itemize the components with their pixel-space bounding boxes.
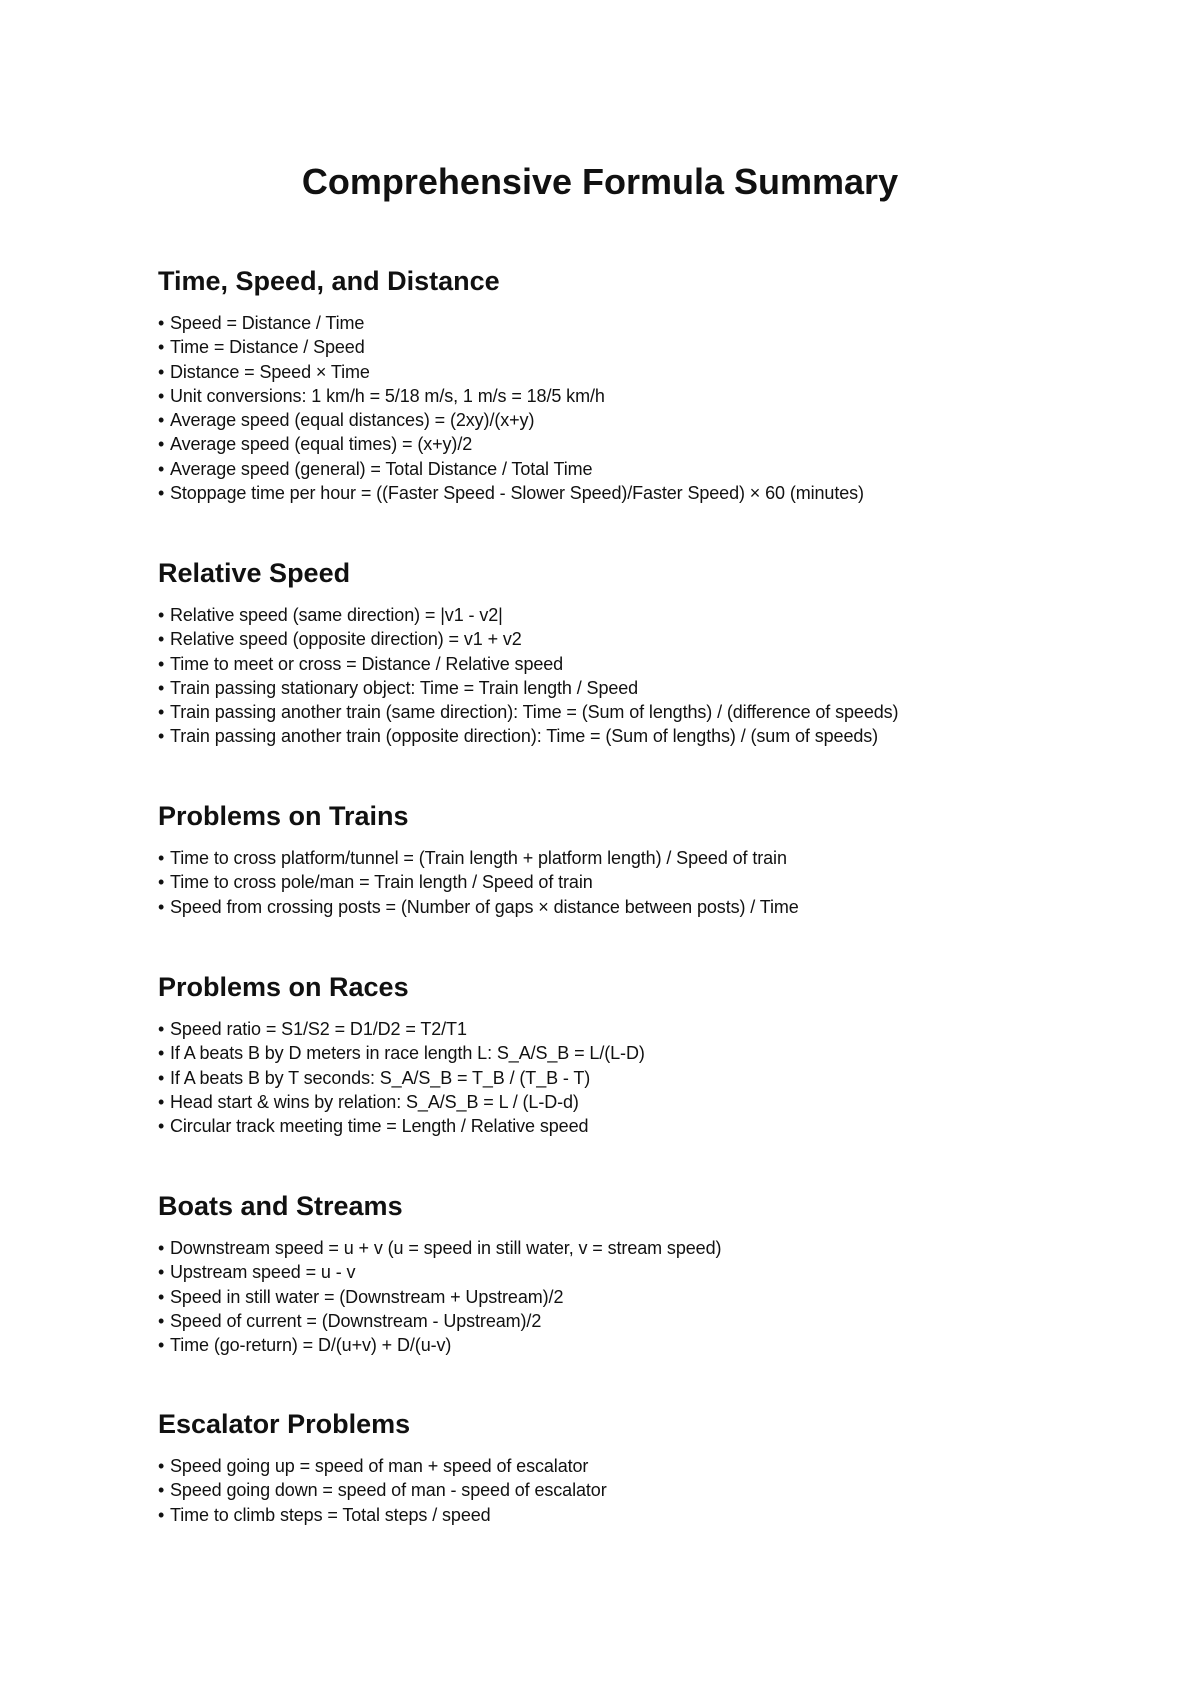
formula-text: Average speed (equal distances) = (2xy)/(x+y) — [170, 410, 535, 431]
formula-item — [158, 1503, 1158, 1527]
section-heading: Time, Speed, and Distance — [158, 266, 500, 296]
formula-text: Head start & wins by relation: S_A/S_B = L / (L-D-d) — [170, 1091, 579, 1112]
formula-item — [158, 870, 1158, 894]
formula-list — [158, 1017, 1158, 1138]
formula-item — [158, 1017, 1158, 1041]
bullet: • — [158, 677, 165, 698]
formula-item — [158, 603, 1158, 627]
formula-item — [158, 1454, 1158, 1478]
bullet: • — [158, 1019, 165, 1039]
formula-item — [158, 700, 1158, 724]
bullet: • — [158, 1238, 165, 1258]
formula-item — [158, 627, 1158, 651]
bullet: • — [158, 629, 165, 650]
formula-list — [158, 846, 1158, 919]
formula-item — [158, 1066, 1158, 1090]
section-heading: Escalator Problems — [158, 1409, 411, 1439]
bullet: • — [158, 605, 165, 625]
formula-item — [158, 1260, 1158, 1284]
formula-list — [158, 311, 1158, 505]
formula-text: Average speed (general) = Total Distance / Total Time — [170, 458, 593, 479]
formula-text: Speed going up = speed of man + speed of escalator — [170, 1456, 589, 1476]
formula-text: Speed of current = (Downstream - Upstream)/2 — [170, 1310, 542, 1331]
formula-item — [158, 335, 1158, 359]
section-problems-on-races — [158, 970, 1158, 1138]
section-heading: Relative Speed — [158, 558, 351, 588]
bullet: • — [158, 702, 165, 723]
formula-text: Time (go-return) = D/(u+v) + D/(u-v) — [170, 1335, 452, 1356]
formula-text: Time to cross platform/tunnel = (Train length + platform length) / Speed of train — [170, 848, 787, 868]
formula-item — [158, 311, 1158, 335]
formula-item — [158, 1309, 1158, 1333]
formula-item — [158, 1285, 1158, 1309]
formula-text: Speed going down = speed of man - speed of escalator — [170, 1480, 607, 1501]
formula-item — [158, 1478, 1158, 1502]
formula-item — [158, 1041, 1158, 1065]
formula-text: Distance = Speed × Time — [170, 361, 370, 382]
formula-item — [158, 408, 1158, 432]
formula-item — [158, 481, 1158, 505]
formula-text: If A beats B by T seconds: S_A/S_B = T_B / (T_B - T) — [170, 1067, 591, 1088]
bullet: • — [158, 1262, 165, 1283]
section-boats-and-streams — [158, 1189, 1158, 1357]
formula-item — [158, 846, 1158, 870]
bullet: • — [158, 1043, 165, 1064]
formula-item — [158, 676, 1158, 700]
formula-item — [158, 895, 1158, 919]
document-title: Comprehensive Formula Summary — [301, 161, 899, 202]
bullet: • — [158, 848, 165, 868]
formula-item — [158, 1114, 1158, 1138]
bullet: • — [158, 1335, 165, 1356]
formula-text: Train passing another train (same direction): Time = (Sum of lengths) / (difference of speeds) — [170, 702, 899, 723]
formula-text: Speed = Distance / Time — [170, 313, 365, 333]
formula-text: Speed in still water = (Downstream + Upstream)/2 — [170, 1286, 564, 1307]
section-escalator-problems — [158, 1407, 1158, 1527]
formula-text: Circular track meeting time = Length / Relative speed — [170, 1116, 589, 1137]
formula-item — [158, 1236, 1158, 1260]
formula-text: Upstream speed = u - v — [170, 1262, 356, 1283]
section-heading: Boats and Streams — [158, 1191, 403, 1221]
formula-text: Unit conversions: 1 km/h = 5/18 m/s, 1 m/s = 18/5 km/h — [170, 385, 605, 406]
bullet: • — [158, 458, 165, 479]
formula-text: If A beats B by D meters in race length L: S_A/S_B = L/(L-D) — [170, 1043, 645, 1064]
bullet: • — [158, 896, 165, 917]
section-problems-on-trains — [158, 799, 1158, 919]
section-relative-speed — [158, 556, 1158, 749]
formula-item — [158, 432, 1158, 456]
bullet: • — [158, 313, 165, 333]
bullet: • — [158, 385, 165, 406]
section-heading: Problems on Trains — [158, 801, 409, 831]
section-time-speed-distance — [158, 264, 1158, 505]
bullet: • — [158, 1286, 165, 1307]
formula-text: Stoppage time per hour = ((Faster Speed - Slower Speed)/Faster Speed) × 60 (minutes) — [170, 483, 864, 504]
bullet: • — [158, 434, 165, 455]
formula-item — [158, 1090, 1158, 1114]
formula-text: Time to climb steps = Total steps / speed — [170, 1504, 491, 1525]
formula-item — [158, 724, 1158, 748]
bullet: • — [158, 872, 165, 893]
formula-text: Speed from crossing posts = (Number of gaps × distance between posts) / Time — [170, 896, 799, 917]
formula-text: Speed ratio = S1/S2 = D1/D2 = T2/T1 — [170, 1019, 467, 1039]
bullet: • — [158, 1116, 165, 1137]
bullet: • — [158, 1091, 165, 1112]
section-heading: Problems on Races — [158, 972, 409, 1002]
bullet: • — [158, 410, 165, 431]
formula-item — [158, 360, 1158, 384]
formula-text: Train passing stationary object: Time = Train length / Speed — [170, 677, 639, 698]
formula-item — [158, 1333, 1158, 1357]
bullet: • — [158, 483, 165, 504]
formula-text: Time to cross pole/man = Train length / Speed of train — [170, 872, 593, 893]
bullet: • — [158, 1504, 165, 1525]
formula-list — [158, 603, 1158, 749]
bullet: • — [158, 726, 165, 747]
bullet: • — [158, 1456, 165, 1476]
formula-list — [158, 1454, 1158, 1527]
formula-text: Downstream speed = u + v (u = speed in still water, v = stream speed) — [170, 1238, 722, 1258]
bullet: • — [158, 361, 165, 382]
formula-item — [158, 457, 1158, 481]
bullet: • — [158, 1310, 165, 1331]
bullet: • — [158, 337, 165, 358]
bullet: • — [158, 653, 165, 674]
formula-text: Relative speed (same direction) = |v1 - v2| — [170, 605, 503, 625]
formula-text: Train passing another train (opposite direction): Time = (Sum of lengths) / (sum of speeds) — [170, 726, 879, 747]
bullet: • — [158, 1480, 165, 1501]
formula-list — [158, 1236, 1158, 1357]
formula-text: Average speed (equal times) = (x+y)/2 — [170, 434, 473, 455]
bullet: • — [158, 1067, 165, 1088]
formula-item — [158, 652, 1158, 676]
formula-text: Time = Distance / Speed — [170, 337, 365, 358]
formula-item — [158, 384, 1158, 408]
formula-text: Time to meet or cross = Distance / Relative speed — [170, 653, 564, 674]
formula-text: Relative speed (opposite direction) = v1 + v2 — [170, 629, 522, 650]
